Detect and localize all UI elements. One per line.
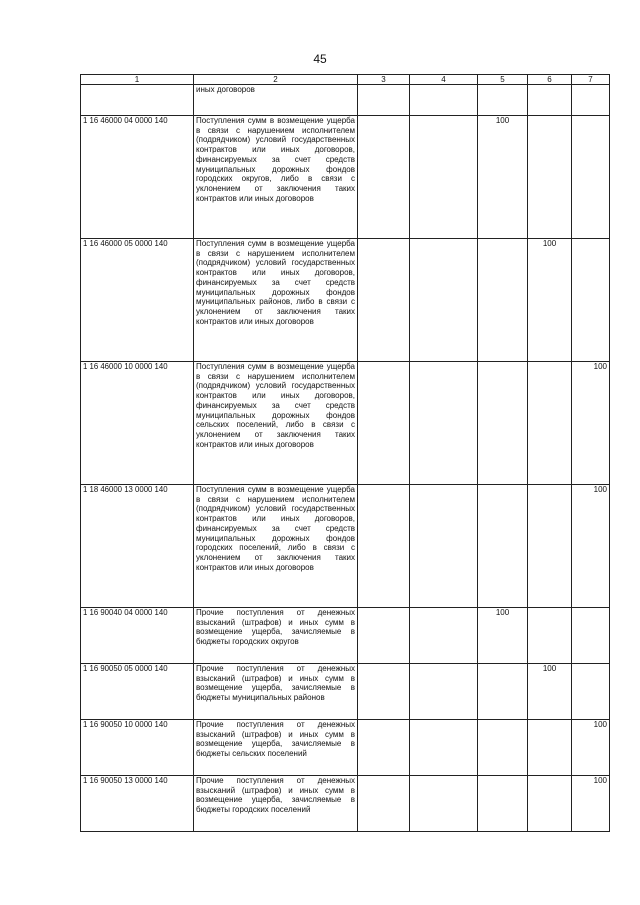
column-header: 2	[194, 75, 358, 85]
column-header: 6	[528, 75, 572, 85]
table-row	[81, 485, 610, 608]
value-col7	[572, 608, 610, 664]
revenue-description: Поступления сумм в возмещение ущерба в связи с нарушением исполнителем (подрядчиком) условий государственных контрактов или иных договоров, финансируемых за счет средств муниципальных дорожных фондов сельских поселений, либо в связи с уклонением от заключения таких контрактов или иных договоров	[194, 362, 358, 485]
revenue-description: Прочие поступления от денежных взысканий (штрафов) и иных сумм в возмещение ущерба, зачисляемые в бюджеты муниципальных районов	[194, 664, 358, 720]
value-col5	[478, 362, 528, 485]
value-col7: 100	[572, 362, 610, 485]
table-row	[81, 664, 610, 720]
empty-cell	[358, 362, 410, 485]
value-col5	[478, 776, 528, 832]
table-row	[81, 776, 610, 832]
table-row	[81, 362, 610, 485]
empty-cell	[358, 664, 410, 720]
budget-code: 1 18 46000 13 0000 140	[81, 485, 194, 608]
value-col6	[528, 85, 572, 116]
column-header: 5	[478, 75, 528, 85]
revenue-table	[80, 74, 610, 832]
empty-cell	[410, 776, 478, 832]
budget-code	[81, 85, 194, 116]
value-col7	[572, 239, 610, 362]
value-col7: 100	[572, 776, 610, 832]
value-col5	[478, 485, 528, 608]
empty-cell	[410, 664, 478, 720]
value-col5	[478, 720, 528, 776]
value-col7: 100	[572, 720, 610, 776]
value-col5	[478, 664, 528, 720]
revenue-description: иных договоров	[194, 85, 358, 116]
empty-cell	[358, 85, 410, 116]
value-col7	[572, 664, 610, 720]
revenue-description: Прочие поступления от денежных взысканий (штрафов) и иных сумм в возмещение ущерба, зачисляемые в бюджеты городских округов	[194, 608, 358, 664]
value-col7	[572, 116, 610, 239]
empty-cell	[410, 720, 478, 776]
budget-code: 1 16 90050 10 0000 140	[81, 720, 194, 776]
revenue-description: Прочие поступления от денежных взысканий (штрафов) и иных сумм в возмещение ущерба, зачисляемые в бюджеты городских поселений	[194, 776, 358, 832]
value-col6	[528, 362, 572, 485]
table-row	[81, 608, 610, 664]
budget-code: 1 16 90040 04 0000 140	[81, 608, 194, 664]
revenue-description: Поступления сумм в возмещение ущерба в связи с нарушением исполнителем (подрядчиком) условий государственных контрактов или иных договоров, финансируемых за счет средств муниципальных дорожных фондов городских округов, либо в связи с уклонением от заключения таких контрактов или иных договоров	[194, 116, 358, 239]
empty-cell	[410, 85, 478, 116]
budget-code: 1 16 46000 05 0000 140	[81, 239, 194, 362]
value-col6	[528, 116, 572, 239]
column-header: 1	[81, 75, 194, 85]
column-header: 4	[410, 75, 478, 85]
budget-code: 1 16 90050 05 0000 140	[81, 664, 194, 720]
value-col6	[528, 485, 572, 608]
value-col7: 100	[572, 485, 610, 608]
value-col5	[478, 85, 528, 116]
revenue-description: Поступления сумм в возмещение ущерба в связи с нарушением исполнителем (подрядчиком) условий государственных контрактов или иных договоров, финансируемых за счет средств муниципальных дорожных фондов городских поселений, либо в связи с уклонением от заключения таких контрактов или иных договоров	[194, 485, 358, 608]
empty-cell	[410, 608, 478, 664]
value-col5: 100	[478, 116, 528, 239]
revenue-description: Поступления сумм в возмещение ущерба в связи с нарушением исполнителем (подрядчиком) условий государственных контрактов или иных договоров, финансируемых за счет средств муниципальных дорожных фондов муниципальных районов, либо в связи с уклонением от заключения таких контрактов или иных договоров	[194, 239, 358, 362]
column-header: 7	[572, 75, 610, 85]
value-col6	[528, 608, 572, 664]
budget-code: 1 16 90050 13 0000 140	[81, 776, 194, 832]
value-col6: 100	[528, 664, 572, 720]
value-col5	[478, 239, 528, 362]
empty-cell	[410, 116, 478, 239]
value-col5: 100	[478, 608, 528, 664]
table-row	[81, 85, 610, 116]
value-col6: 100	[528, 239, 572, 362]
empty-cell	[358, 776, 410, 832]
empty-cell	[410, 239, 478, 362]
value-col6	[528, 776, 572, 832]
revenue-description: Прочие поступления от денежных взысканий (штрафов) и иных сумм в возмещение ущерба, зачисляемые в бюджеты сельских поселений	[194, 720, 358, 776]
budget-code: 1 16 46000 04 0000 140	[81, 116, 194, 239]
value-col6	[528, 720, 572, 776]
column-header: 3	[358, 75, 410, 85]
table-row	[81, 720, 610, 776]
empty-cell	[358, 116, 410, 239]
value-col7	[572, 85, 610, 116]
empty-cell	[358, 485, 410, 608]
empty-cell	[410, 485, 478, 608]
table-row	[81, 116, 610, 239]
empty-cell	[358, 720, 410, 776]
page-number: 45	[313, 52, 327, 66]
empty-cell	[410, 362, 478, 485]
column-number-row	[81, 75, 610, 85]
budget-code: 1 16 46000 10 0000 140	[81, 362, 194, 485]
empty-cell	[358, 608, 410, 664]
empty-cell	[358, 239, 410, 362]
table-row	[81, 239, 610, 362]
